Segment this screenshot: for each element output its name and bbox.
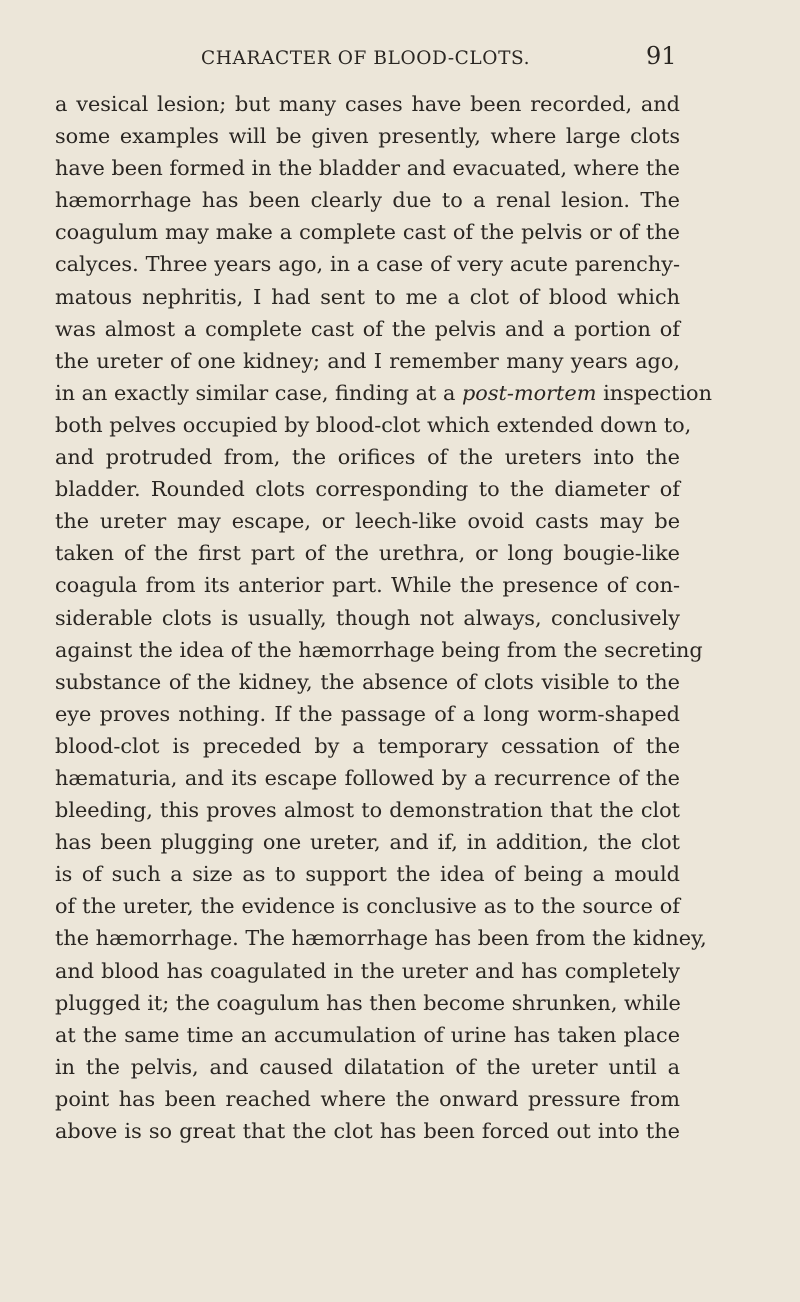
text-segment: substance of the kidney, the absence of clots visible to the [55,669,680,694]
text-line [55,505,680,537]
text-line [55,216,680,248]
text-segment: have been formed in the bladder and evacuated, where the [55,156,680,181]
text-line [55,248,680,280]
text-segment: eye proves nothing. If the passage of a long worm-shaped [55,701,680,726]
text-segment: coagula from its anterior part. While the presence of con- [55,573,680,598]
text-segment: taken of the first part of the urethra, or long bougie-like [55,541,680,566]
text-segment: of the ureter, the evidence is conclusive as to the source of [55,894,680,919]
text-line [55,313,680,345]
text-line [55,987,680,1019]
text-line [55,377,712,409]
text-segment: calyces. Three years ago, in a case of very acute parenchy- [55,252,680,277]
body-text [55,88,712,1147]
text-segment: the ureter may escape, or leech-like ovoid casts may be [55,509,680,534]
text-line [55,281,680,313]
text-segment: both pelves occupied by blood-clot which extended down to, [55,412,692,437]
text-segment: and protruded from, the orifices of the ureters into the [55,445,680,470]
text-line [55,634,703,666]
text-line [55,762,680,794]
text-line [55,409,692,441]
running-head: CHARACTER OF BLOOD-CLOTS. [201,48,531,69]
text-line [55,858,680,890]
text-line [55,890,680,922]
text-line [55,698,680,730]
text-segment: is of such a size as to support the idea of being a mould [55,862,680,887]
text-line [55,794,680,826]
page-number: 91 [646,42,677,70]
text-segment: was almost a complete cast of the pelvis and a portion of [55,316,680,341]
text-segment: hæmorrhage has been clearly due to a renal lesion. The [55,188,680,213]
text-segment: point has been reached where the onward pressure from [55,1086,680,1111]
text-segment: bleeding, this proves almost to demonstration that the clot [55,798,680,823]
text-segment: plugged it; the coagulum has then become shrunken, while [55,990,681,1015]
text-segment: above is so great that the clot has been forced out into the [55,1119,680,1143]
text-segment: blood-clot is preceded by a temporary cessation of the [55,733,680,758]
text-segment: the hæmorrhage. The hæmorrhage has been from the kidney, [55,926,707,951]
text-segment: siderable clots is usually, though not always, conclusively [55,605,680,630]
text-segment: coagulum may make a complete cast of the pelvis or of the [55,220,680,245]
text-segment: inspection [596,380,712,405]
text-segment: and blood has coagulated in the ureter and has completely [55,958,680,983]
text-segment: in an exactly similar case, finding at a [55,380,462,405]
text-segment: a vesical lesion; but many cases have been recorded, and [55,92,680,116]
text-line [55,88,680,120]
text-line [55,537,680,569]
text-line [55,441,680,473]
text-line [55,922,707,954]
text-line [55,1083,680,1115]
text-segment: some examples will be given presently, where large clots [55,124,680,149]
text-line [55,345,680,377]
italic-term: post-mortem [461,380,597,405]
text-line [55,1115,680,1147]
text-segment: against the idea of the hæmorrhage being from the secreting [55,637,703,662]
text-segment: in the pelvis, and caused dilatation of the ureter until a [55,1054,680,1079]
text-line [55,602,680,634]
text-segment: bladder. Rounded clots corresponding to the diameter of [55,477,680,502]
text-segment: has been plugging one ureter, and if, in addition, the clot [55,830,680,855]
text-line [55,1019,680,1051]
text-line [55,666,680,698]
text-line [55,473,680,505]
text-line [55,152,680,184]
text-line [55,569,680,601]
text-line [55,1051,680,1083]
text-segment: at the same time an accumulation of urine has taken place [55,1022,680,1047]
text-line [55,184,680,216]
text-segment: matous nephritis, I had sent to me a clot of blood which [55,284,680,309]
text-segment: hæmaturia, and its escape followed by a recurrence of the [55,765,680,790]
text-line [55,826,680,858]
text-segment: the ureter of one kidney; and I remember many years ago, [55,348,680,373]
text-line [55,955,680,987]
text-line [55,730,680,762]
text-line [55,120,680,152]
